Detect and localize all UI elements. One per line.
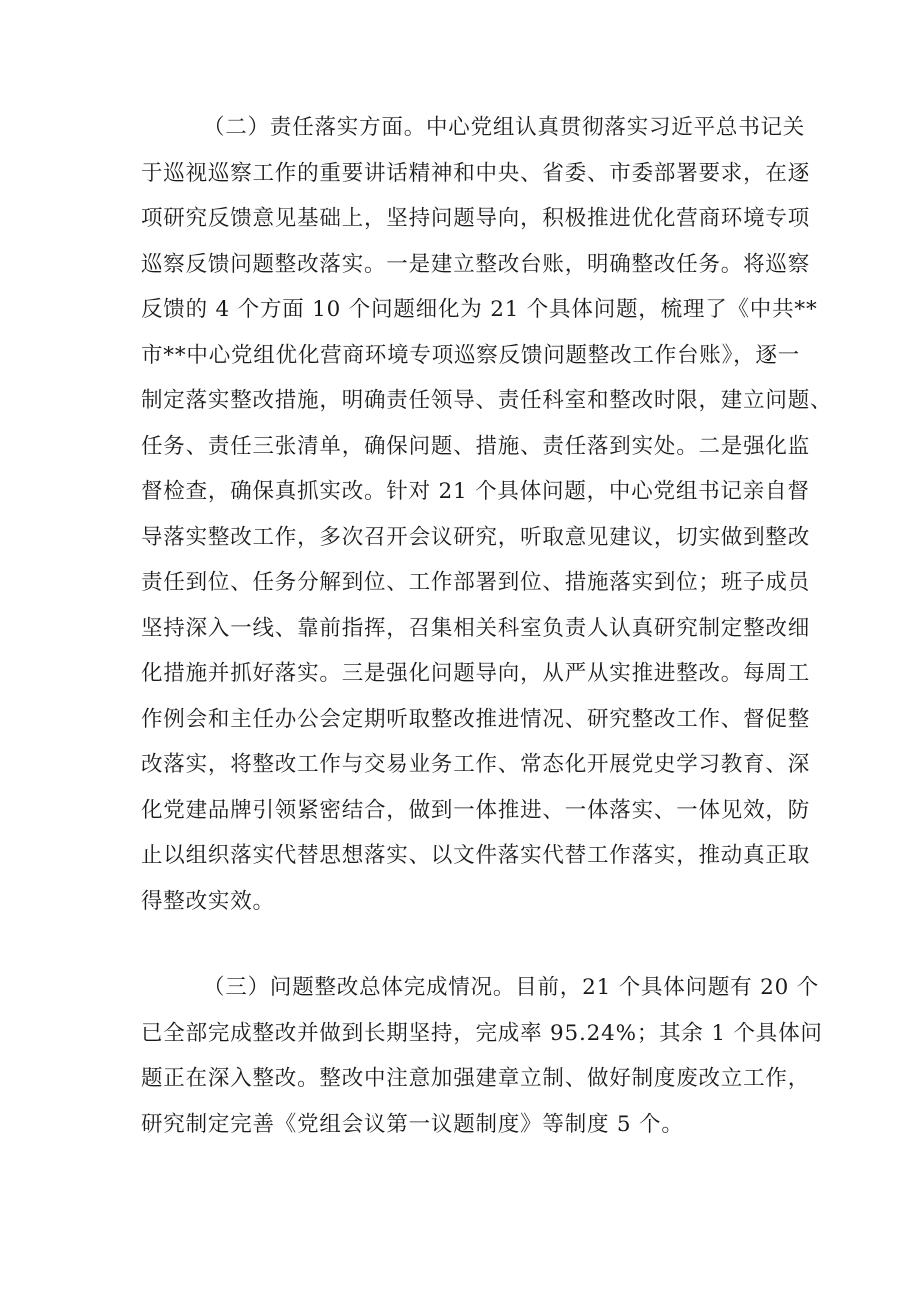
text-line: 巡察反馈问题整改落实。一是建立整改台账，明确整改任务。将巡察 xyxy=(141,251,811,277)
text-line: 改落实，将整改工作与交易业务工作、常态化开展党史学习教育、深 xyxy=(141,752,811,777)
text-line: 任务、责任三张清单，确保问题、措施、责任落到实处。二是强化监 xyxy=(141,433,811,459)
text-line: 导落实整改工作，多次召开会议研究，听取意见建议，切实做到整改 xyxy=(141,524,811,550)
paragraph-spacer xyxy=(141,924,791,965)
text-line: 作例会和主任办公会定期听取整改推进情况、研究整改工作、督促整 xyxy=(141,706,811,732)
text-line: 市**中心党组优化营商环境专项巡察反馈问题整改工作台账》，逐一 xyxy=(141,342,801,368)
paragraph-completion xyxy=(141,965,823,1147)
document-body xyxy=(141,105,833,1147)
text-line: 坚持深入一线、靠前指挥，召集相关科室负责人认真研究制定整改细 xyxy=(141,615,811,641)
text-line: 化党建品牌引领紧密结合，做到一体推进、一体落实、一体见效，防 xyxy=(141,797,811,823)
text-line: 项研究反馈意见基础上，坚持问题导向，积极推进优化营商环境专项 xyxy=(141,206,811,231)
text-line: 研究制定完善《党组会议第一议题制度》等制度 5 个。 xyxy=(141,1111,684,1137)
text-line: 责任到位、任务分解到位、工作部署到位、措施落实到位；班子成员 xyxy=(141,570,811,595)
text-line: 题正在深入整改。整改中注意加强建章立制、做好制度废改立工作， xyxy=(141,1066,811,1091)
text-line: 制定落实整改措施，明确责任领导、责任科室和整改时限，建立问题、 xyxy=(141,388,833,413)
paragraph-responsibility xyxy=(141,105,833,924)
text-line: 止以组织落实代替思想落实、以文件落实代替工作落实，推动真正取 xyxy=(141,843,811,868)
text-line: 督检查，确保真抓实改。针对 21 个具体问题，中心党组书记亲自督 xyxy=(141,479,810,504)
text-line: （二）责任落实方面。中心党组认真贯彻落实习近平总书记关 xyxy=(203,115,806,140)
text-line: 已全部完成整改并做到长期坚持，完成率 95.24%；其余 1 个具体问 xyxy=(141,1020,823,1046)
text-line: 得整改实效。 xyxy=(141,888,275,914)
text-line: 于巡视巡察工作的重要讲话精神和中央、省委、市委部署要求，在逐 xyxy=(141,160,811,186)
text-line: 反馈的 4 个方面 10 个问题细化为 21 个具体问题，梳理了《中共** xyxy=(141,297,818,322)
text-line: （三）问题整改总体完成情况。目前，21 个具体问题有 20 个 xyxy=(203,975,820,1000)
text-line: 化措施并抓好落实。三是强化问题导向，从严从实推进整改。每周工 xyxy=(141,661,811,686)
